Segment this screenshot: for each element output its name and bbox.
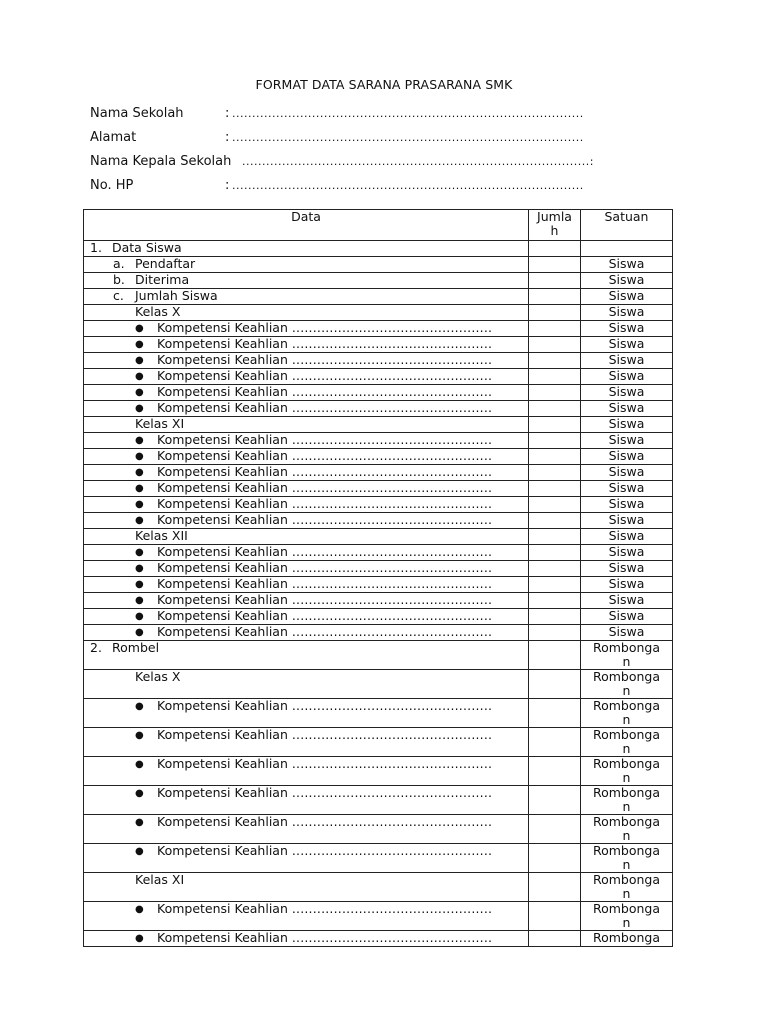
- table-row: [84, 873, 673, 902]
- bullet-icon: ●: [135, 611, 144, 622]
- cell-data: [84, 545, 529, 561]
- fill-dots: ................................................: [291, 843, 493, 858]
- row-label: Kompetensi Keahlian: [157, 464, 288, 479]
- bullet-icon: ●: [135, 759, 144, 770]
- cell-data-content: [84, 545, 528, 560]
- cell-jumlah: [529, 321, 581, 337]
- cell-jumlah: [529, 433, 581, 449]
- meta-label: Nama Sekolah: [90, 106, 184, 121]
- table-row: [84, 545, 673, 561]
- cell-jumlah: [529, 337, 581, 353]
- row-number: a.: [113, 256, 125, 271]
- fill-dots: ................................................: [291, 814, 493, 829]
- cell-data: [84, 481, 529, 497]
- cell-jumlah: [529, 593, 581, 609]
- bullet-icon: ●: [135, 435, 144, 446]
- row-label: Kompetensi Keahlian: [157, 336, 288, 351]
- table-row: [84, 465, 673, 481]
- fill-dots: ................................................: [291, 400, 493, 415]
- row-number: b.: [113, 272, 125, 287]
- row-label: Kompetensi Keahlian: [157, 400, 288, 415]
- fill-dots: ................................................: [291, 560, 493, 575]
- bullet-icon: ●: [135, 467, 144, 478]
- cell-data-content: [84, 931, 528, 946]
- table-row: [84, 369, 673, 385]
- bullet-icon: ●: [135, 483, 144, 494]
- table-row: [84, 561, 673, 577]
- row-label: Kompetensi Keahlian: [157, 320, 288, 335]
- table-row: [84, 815, 673, 844]
- cell-jumlah: [529, 481, 581, 497]
- cell-satuan: Siswa: [581, 545, 673, 561]
- table-row: [84, 728, 673, 757]
- cell-data-content: [84, 728, 528, 743]
- cell-jumlah: [529, 902, 581, 931]
- cell-data: [84, 670, 529, 699]
- cell-jumlah: [529, 641, 581, 670]
- cell-jumlah: [529, 273, 581, 289]
- fill-dots: ................................................: [291, 496, 493, 511]
- cell-data: [84, 699, 529, 728]
- cell-satuan: Siswa: [581, 337, 673, 353]
- row-label: Kelas X: [135, 304, 181, 319]
- fill-dots: ................................................: [291, 352, 493, 367]
- cell-satuan: Siswa: [581, 417, 673, 433]
- cell-satuan: Siswa: [581, 433, 673, 449]
- cell-satuan: [581, 241, 673, 257]
- cell-satuan: Siswa: [581, 481, 673, 497]
- cell-satuan: Siswa: [581, 305, 673, 321]
- bullet-icon: ●: [135, 563, 144, 574]
- cell-data-content: [84, 844, 528, 859]
- cell-data: [84, 321, 529, 337]
- cell-data-content: [84, 873, 528, 887]
- cell-data: [84, 241, 529, 257]
- cell-data-content: [84, 433, 528, 448]
- fill-dots: ................................................: [291, 698, 493, 713]
- cell-jumlah: [529, 844, 581, 873]
- row-label: Kompetensi Keahlian: [157, 432, 288, 447]
- cell-satuan: Siswa: [581, 449, 673, 465]
- fill-dots: ................................................: [291, 544, 493, 559]
- table-row: [84, 670, 673, 699]
- cell-data: [84, 273, 529, 289]
- row-label: Kompetensi Keahlian: [157, 756, 288, 771]
- row-label: Kompetensi Keahlian: [157, 608, 288, 623]
- cell-data: [84, 513, 529, 529]
- bullet-icon: ●: [135, 846, 144, 857]
- cell-satuan: Siswa: [581, 273, 673, 289]
- fill-dots: ................................................: [291, 727, 493, 742]
- bullet-icon: ●: [135, 817, 144, 828]
- row-label: Kompetensi Keahlian: [157, 698, 288, 713]
- cell-satuan: Rombonga: [581, 931, 673, 947]
- cell-data: [84, 931, 529, 947]
- cell-satuan: Siswa: [581, 529, 673, 545]
- cell-jumlah: [529, 699, 581, 728]
- table-row: [84, 902, 673, 931]
- header-jumlah: Jumla h: [529, 210, 581, 241]
- row-label: Kompetensi Keahlian: [157, 352, 288, 367]
- cell-satuan: Siswa: [581, 577, 673, 593]
- bullet-icon: ●: [135, 451, 144, 462]
- cell-data-content: [84, 641, 528, 655]
- row-label: Kompetensi Keahlian: [157, 814, 288, 829]
- cell-jumlah: [529, 497, 581, 513]
- row-label: Kelas XI: [135, 872, 185, 887]
- cell-satuan: Rombonga n: [581, 873, 673, 902]
- bullet-icon: ●: [135, 323, 144, 334]
- table-row: [84, 305, 673, 321]
- cell-jumlah: [529, 449, 581, 465]
- cell-data: [84, 497, 529, 513]
- fill-dots: ................................................: [291, 901, 493, 916]
- row-label: Kompetensi Keahlian: [157, 930, 288, 945]
- cell-satuan: Siswa: [581, 593, 673, 609]
- cell-data-content: [84, 321, 528, 336]
- cell-data: [84, 401, 529, 417]
- cell-jumlah: [529, 241, 581, 257]
- table-row: [84, 385, 673, 401]
- cell-data-content: [84, 786, 528, 801]
- cell-data-content: [84, 902, 528, 917]
- cell-jumlah: [529, 577, 581, 593]
- table-row: [84, 401, 673, 417]
- row-label: Kompetensi Keahlian: [157, 496, 288, 511]
- row-number: c.: [113, 288, 124, 303]
- cell-data: [84, 305, 529, 321]
- bullet-icon: ●: [135, 730, 144, 741]
- cell-satuan: Siswa: [581, 465, 673, 481]
- fill-dots: ................................................: [291, 464, 493, 479]
- bullet-icon: ●: [135, 627, 144, 638]
- table-row: [84, 625, 673, 641]
- table-row: [84, 609, 673, 625]
- cell-data-content: [84, 625, 528, 640]
- cell-jumlah: [529, 625, 581, 641]
- cell-satuan: Rombonga n: [581, 757, 673, 786]
- cell-jumlah: [529, 757, 581, 786]
- bullet-icon: ●: [135, 339, 144, 350]
- table-header-row: [84, 210, 673, 241]
- table-row: [84, 321, 673, 337]
- cell-jumlah: [529, 369, 581, 385]
- cell-data-content: [84, 257, 528, 271]
- cell-jumlah: [529, 513, 581, 529]
- row-label: Rombel: [112, 640, 160, 655]
- fill-dots: ................................................: [291, 608, 493, 623]
- table-row: [84, 497, 673, 513]
- cell-data-content: [84, 289, 528, 303]
- cell-data: [84, 844, 529, 873]
- cell-data: [84, 289, 529, 305]
- table-row: [84, 593, 673, 609]
- cell-jumlah: [529, 609, 581, 625]
- cell-satuan: Rombonga n: [581, 815, 673, 844]
- cell-satuan: Rombonga n: [581, 670, 673, 699]
- cell-data: [84, 385, 529, 401]
- meta-fill-line: ........................................................................................: [232, 131, 584, 144]
- fill-dots: ................................................: [291, 336, 493, 351]
- row-label: Kompetensi Keahlian: [157, 592, 288, 607]
- fill-dots: ................................................: [291, 512, 493, 527]
- fill-dots: ................................................: [291, 785, 493, 800]
- cell-data-content: [84, 513, 528, 528]
- cell-jumlah: [529, 401, 581, 417]
- cell-data-content: [84, 670, 528, 684]
- table-row: [84, 417, 673, 433]
- cell-data: [84, 728, 529, 757]
- cell-satuan: Siswa: [581, 385, 673, 401]
- cell-jumlah: [529, 545, 581, 561]
- cell-data: [84, 641, 529, 670]
- cell-jumlah: [529, 670, 581, 699]
- cell-jumlah: [529, 561, 581, 577]
- bullet-icon: ●: [135, 788, 144, 799]
- row-label: Pendaftar: [135, 256, 196, 271]
- bullet-icon: ●: [135, 701, 144, 712]
- fill-dots: ................................................: [291, 930, 493, 945]
- table-row: [84, 289, 673, 305]
- cell-data: [84, 815, 529, 844]
- cell-satuan: Rombonga n: [581, 699, 673, 728]
- fill-dots: ................................................: [291, 576, 493, 591]
- cell-data-content: [84, 699, 528, 714]
- cell-data: [84, 757, 529, 786]
- cell-satuan: Siswa: [581, 609, 673, 625]
- row-label: Kompetensi Keahlian: [157, 560, 288, 575]
- bullet-icon: ●: [135, 595, 144, 606]
- table-row: [84, 931, 673, 947]
- table-row: [84, 337, 673, 353]
- table-row: [84, 699, 673, 728]
- row-label: Kelas X: [135, 669, 181, 684]
- table-row: [84, 641, 673, 670]
- fill-dots: ................................................: [291, 592, 493, 607]
- cell-satuan: Siswa: [581, 561, 673, 577]
- cell-satuan: Rombonga n: [581, 786, 673, 815]
- cell-data-content: [84, 385, 528, 400]
- cell-data: [84, 353, 529, 369]
- row-label: Kompetensi Keahlian: [157, 901, 288, 916]
- cell-jumlah: [529, 465, 581, 481]
- table-body: [84, 241, 673, 947]
- cell-data-content: [84, 353, 528, 368]
- row-label: Diterima: [135, 272, 190, 287]
- cell-data-content: [84, 529, 528, 543]
- bullet-icon: ●: [135, 579, 144, 590]
- bullet-icon: ●: [135, 403, 144, 414]
- cell-data: [84, 902, 529, 931]
- cell-data-content: [84, 401, 528, 416]
- fill-dots: ................................................: [291, 756, 493, 771]
- cell-data-content: [84, 337, 528, 352]
- cell-data: [84, 625, 529, 641]
- header-data: Data: [84, 210, 529, 241]
- meta-colon: :: [225, 130, 230, 145]
- table-row: [84, 844, 673, 873]
- cell-data: [84, 433, 529, 449]
- cell-data-content: [84, 481, 528, 496]
- cell-data: [84, 786, 529, 815]
- row-number: 1.: [90, 240, 102, 255]
- data-table: [83, 209, 673, 947]
- cell-data: [84, 577, 529, 593]
- cell-jumlah: [529, 353, 581, 369]
- cell-data: [84, 873, 529, 902]
- cell-satuan: Rombonga n: [581, 728, 673, 757]
- cell-data-content: [84, 305, 528, 319]
- cell-satuan: Siswa: [581, 289, 673, 305]
- meta-fill-line: ........................................................................................: [232, 107, 584, 120]
- cell-data: [84, 465, 529, 481]
- meta-label: Alamat: [90, 130, 137, 145]
- fill-dots: ................................................: [291, 480, 493, 495]
- cell-jumlah: [529, 289, 581, 305]
- meta-fill-line: ........................................................................................: [232, 179, 584, 192]
- table-row: [84, 257, 673, 273]
- bullet-icon: ●: [135, 371, 144, 382]
- table-row: [84, 529, 673, 545]
- cell-data-content: [84, 577, 528, 592]
- table-row: [84, 577, 673, 593]
- table-row: [84, 513, 673, 529]
- cell-satuan: Siswa: [581, 401, 673, 417]
- cell-satuan: Siswa: [581, 625, 673, 641]
- row-label: Kompetensi Keahlian: [157, 843, 288, 858]
- meta-label: No. HP: [90, 178, 134, 193]
- cell-data-content: [84, 417, 528, 431]
- row-label: Kompetensi Keahlian: [157, 624, 288, 639]
- row-label: Kompetensi Keahlian: [157, 448, 288, 463]
- table-row: [84, 273, 673, 289]
- document-title: FORMAT DATA SARANA PRASARANA SMK: [255, 77, 513, 92]
- meta-colon: :: [225, 106, 230, 121]
- cell-data: [84, 417, 529, 433]
- row-label: Kompetensi Keahlian: [157, 785, 288, 800]
- table-row: [84, 449, 673, 465]
- fill-dots: ................................................: [291, 448, 493, 463]
- cell-data-content: [84, 757, 528, 772]
- row-label: Kompetensi Keahlian: [157, 727, 288, 742]
- cell-jumlah: [529, 529, 581, 545]
- cell-data-content: [84, 465, 528, 480]
- cell-data: [84, 561, 529, 577]
- cell-data-content: [84, 609, 528, 624]
- cell-satuan: Rombonga n: [581, 844, 673, 873]
- fill-dots: ................................................: [291, 624, 493, 639]
- fill-dots: ................................................: [291, 432, 493, 447]
- cell-jumlah: [529, 728, 581, 757]
- cell-satuan: Siswa: [581, 321, 673, 337]
- cell-jumlah: [529, 815, 581, 844]
- row-label: Kelas XI: [135, 416, 185, 431]
- cell-data: [84, 337, 529, 353]
- row-label: Kompetensi Keahlian: [157, 368, 288, 383]
- row-label: Kompetensi Keahlian: [157, 384, 288, 399]
- cell-jumlah: [529, 417, 581, 433]
- meta-fill-line: .......................................................................................:: [242, 155, 594, 168]
- cell-satuan: Rombonga n: [581, 902, 673, 931]
- cell-satuan: Siswa: [581, 257, 673, 273]
- cell-data: [84, 449, 529, 465]
- cell-data-content: [84, 241, 528, 255]
- row-label: Kompetensi Keahlian: [157, 512, 288, 527]
- cell-jumlah: [529, 257, 581, 273]
- bullet-icon: ●: [135, 355, 144, 366]
- row-number: 2.: [90, 640, 102, 655]
- cell-data-content: [84, 593, 528, 608]
- cell-jumlah: [529, 385, 581, 401]
- cell-satuan: Siswa: [581, 497, 673, 513]
- cell-data-content: [84, 815, 528, 830]
- row-label: Jumlah Siswa: [135, 288, 218, 303]
- bullet-icon: ●: [135, 904, 144, 915]
- fill-dots: ................................................: [291, 384, 493, 399]
- bullet-icon: ●: [135, 933, 144, 944]
- bullet-icon: ●: [135, 547, 144, 558]
- cell-data: [84, 369, 529, 385]
- header-satuan: Satuan: [581, 210, 673, 241]
- fill-dots: ................................................: [291, 320, 493, 335]
- cell-data-content: [84, 369, 528, 384]
- bullet-icon: ●: [135, 515, 144, 526]
- cell-data-content: [84, 561, 528, 576]
- cell-jumlah: [529, 873, 581, 902]
- bullet-icon: ●: [135, 499, 144, 510]
- cell-satuan: Siswa: [581, 513, 673, 529]
- table-row: [84, 433, 673, 449]
- row-label: Kelas XII: [135, 528, 188, 543]
- row-label: Kompetensi Keahlian: [157, 576, 288, 591]
- row-label: Kompetensi Keahlian: [157, 544, 288, 559]
- cell-satuan: Siswa: [581, 369, 673, 385]
- cell-data-content: [84, 449, 528, 464]
- cell-jumlah: [529, 305, 581, 321]
- cell-data: [84, 609, 529, 625]
- table-row: [84, 353, 673, 369]
- table-row: [84, 757, 673, 786]
- cell-satuan: Rombonga n: [581, 641, 673, 670]
- cell-jumlah: [529, 931, 581, 947]
- row-label: Data Siswa: [112, 240, 182, 255]
- cell-data: [84, 257, 529, 273]
- cell-data-content: [84, 273, 528, 287]
- cell-data: [84, 593, 529, 609]
- fill-dots: ................................................: [291, 368, 493, 383]
- cell-data: [84, 529, 529, 545]
- cell-satuan: Siswa: [581, 353, 673, 369]
- table-row: [84, 241, 673, 257]
- cell-data-content: [84, 497, 528, 512]
- table-row: [84, 786, 673, 815]
- meta-label: Nama Kepala Sekolah: [90, 154, 232, 169]
- bullet-icon: ●: [135, 387, 144, 398]
- table-row: [84, 481, 673, 497]
- cell-jumlah: [529, 786, 581, 815]
- meta-colon: :: [225, 178, 230, 193]
- row-label: Kompetensi Keahlian: [157, 480, 288, 495]
